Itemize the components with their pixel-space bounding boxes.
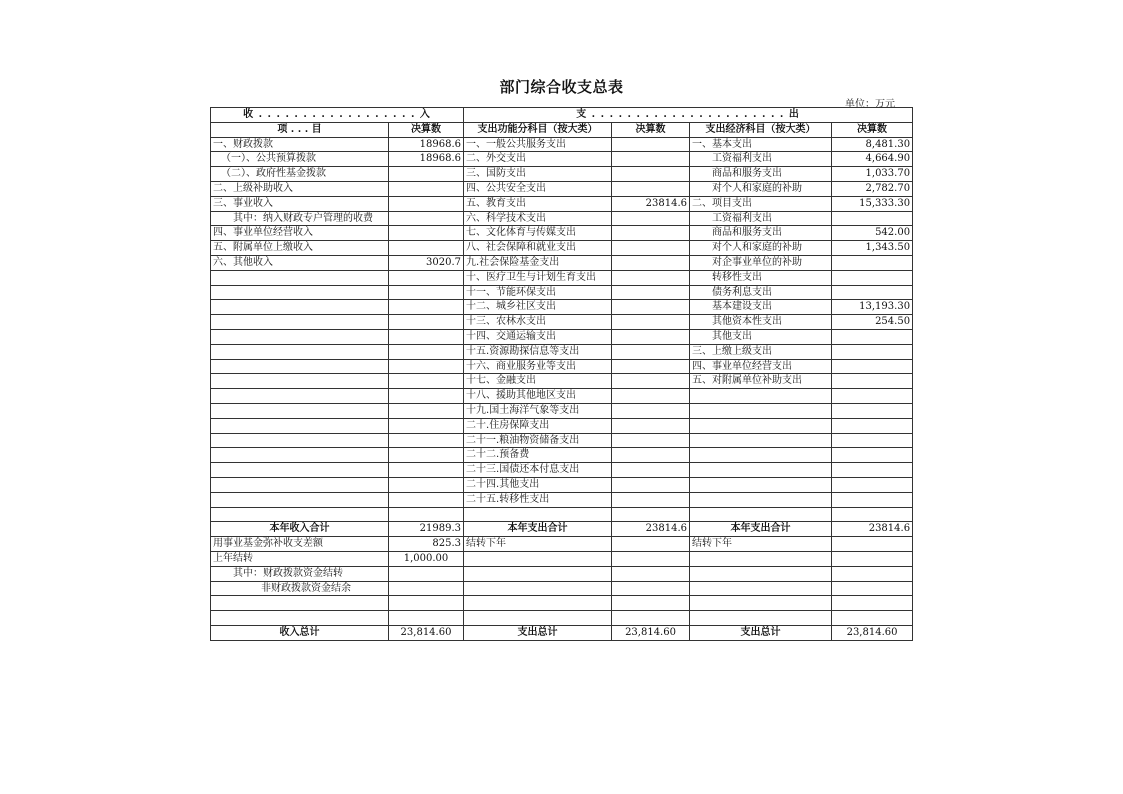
func-item-cell: 二十三.国债还本付息支出 bbox=[464, 463, 612, 478]
func-amount-cell bbox=[612, 137, 690, 152]
econ-amount-cell bbox=[832, 551, 913, 566]
table-row bbox=[211, 329, 913, 344]
econ-amount-cell: 254.50 bbox=[832, 315, 913, 330]
func-item-cell: 十八、援助其他地区支出 bbox=[464, 389, 612, 404]
income-item-cell: 六、其他收入 bbox=[211, 255, 389, 270]
func-amount-cell bbox=[612, 226, 690, 241]
income-item-cell bbox=[211, 492, 389, 507]
econ-item-cell bbox=[690, 403, 832, 418]
econ-item-cell: 商品和服务支出 bbox=[690, 167, 832, 182]
expense-total-label-econ: 本年支出合计 bbox=[690, 522, 832, 537]
econ-item-cell: 三、上缴上级支出 bbox=[690, 344, 832, 359]
income-amount-cell bbox=[389, 300, 464, 315]
expense-grand-label-econ: 支出总计 bbox=[690, 625, 832, 640]
income-amount-cell bbox=[389, 315, 464, 330]
income-amount-cell: 18968.6 bbox=[389, 152, 464, 167]
expense-total-label: 本年支出合计 bbox=[464, 522, 612, 537]
func-item-cell: 二十.住房保障支出 bbox=[464, 418, 612, 433]
econ-item-cell: 对企事业单位的补助 bbox=[690, 255, 832, 270]
empty-cell bbox=[832, 596, 913, 611]
econ-amount-cell bbox=[832, 581, 913, 596]
income-amount-cell: 825.3 bbox=[389, 537, 464, 552]
income-item-cell: 其中：纳入财政专户管理的收费 bbox=[211, 211, 389, 226]
econ-amount-cell: 13,193.30 bbox=[832, 300, 913, 315]
table-row bbox=[211, 448, 913, 463]
func-amount-cell bbox=[612, 344, 690, 359]
col-econ-amount-header: 决算数 bbox=[832, 122, 913, 137]
spacer-row bbox=[211, 611, 913, 626]
func-item-cell bbox=[464, 581, 612, 596]
income-total-value: 21989.3 bbox=[389, 522, 464, 537]
func-amount-cell bbox=[612, 359, 690, 374]
table-row bbox=[211, 226, 913, 241]
income-item-cell: 一、财政拨款 bbox=[211, 137, 389, 152]
func-item-cell: 十四、交通运输支出 bbox=[464, 329, 612, 344]
table-row bbox=[211, 463, 913, 478]
table-row bbox=[211, 255, 913, 270]
table-row bbox=[211, 270, 913, 285]
column-header-row bbox=[211, 122, 913, 137]
income-item-cell bbox=[211, 463, 389, 478]
table-row bbox=[211, 152, 913, 167]
income-grand-value: 23,814.60 bbox=[389, 625, 464, 640]
func-amount-cell bbox=[612, 329, 690, 344]
income-item-cell bbox=[211, 389, 389, 404]
income-item-cell: 五、附属单位上缴收入 bbox=[211, 241, 389, 256]
page-title: 部门综合收支总表 bbox=[499, 78, 624, 96]
income-item-cell bbox=[211, 285, 389, 300]
income-amount-cell: 18968.6 bbox=[389, 137, 464, 152]
table-row bbox=[211, 181, 913, 196]
income-amount-cell bbox=[389, 211, 464, 226]
econ-amount-cell bbox=[832, 566, 913, 581]
func-amount-cell bbox=[612, 448, 690, 463]
income-item-cell: （一）、公共预算拨款 bbox=[211, 152, 389, 167]
income-item-cell: 四、事业单位经营收入 bbox=[211, 226, 389, 241]
func-amount-cell bbox=[612, 300, 690, 315]
section-header-row bbox=[211, 108, 913, 123]
func-amount-cell bbox=[612, 537, 690, 552]
income-item-cell bbox=[211, 403, 389, 418]
func-amount-cell bbox=[612, 167, 690, 182]
func-amount-cell bbox=[612, 181, 690, 196]
income-amount-cell bbox=[389, 196, 464, 211]
annual-total-row bbox=[211, 522, 913, 537]
func-amount-cell bbox=[612, 241, 690, 256]
econ-amount-cell: 2,782.70 bbox=[832, 181, 913, 196]
econ-item-cell: 基本建设支出 bbox=[690, 300, 832, 315]
empty-cell bbox=[832, 611, 913, 626]
econ-item-cell bbox=[690, 433, 832, 448]
econ-item-cell: 四、事业单位经营支出 bbox=[690, 359, 832, 374]
income-grand-label: 收入总计 bbox=[211, 625, 389, 640]
econ-amount-cell bbox=[832, 492, 913, 507]
econ-item-cell bbox=[690, 418, 832, 433]
spacer-row bbox=[211, 507, 913, 522]
func-amount-cell bbox=[612, 463, 690, 478]
income-amount-cell bbox=[389, 167, 464, 182]
income-amount-cell bbox=[389, 477, 464, 492]
econ-amount-cell: 8,481.30 bbox=[832, 137, 913, 152]
income-item-cell bbox=[211, 374, 389, 389]
table-row bbox=[211, 300, 913, 315]
table-row bbox=[211, 389, 913, 404]
econ-amount-cell bbox=[832, 344, 913, 359]
col-item-header: 项 . . . 目 bbox=[211, 122, 389, 137]
col-amount-header: 决算数 bbox=[389, 122, 464, 137]
income-item-cell bbox=[211, 300, 389, 315]
func-item-cell: 二十二.预备费 bbox=[464, 448, 612, 463]
econ-item-cell bbox=[690, 448, 832, 463]
econ-amount-cell bbox=[832, 211, 913, 226]
income-item-cell bbox=[211, 344, 389, 359]
func-item-cell bbox=[464, 566, 612, 581]
func-item-cell: 七、文化体育与传媒支出 bbox=[464, 226, 612, 241]
expense-total-value-econ: 23814.6 bbox=[832, 522, 913, 537]
econ-item-cell: 五、对附属单位补助支出 bbox=[690, 374, 832, 389]
econ-amount-cell bbox=[832, 403, 913, 418]
empty-cell bbox=[464, 596, 612, 611]
econ-item-cell bbox=[690, 492, 832, 507]
econ-item-cell: 工资福利支出 bbox=[690, 211, 832, 226]
empty-cell bbox=[211, 611, 389, 626]
income-amount-cell bbox=[389, 581, 464, 596]
econ-item-cell: 其他资本性支出 bbox=[690, 315, 832, 330]
table-row bbox=[211, 374, 913, 389]
func-amount-cell bbox=[612, 211, 690, 226]
econ-item-cell: 一、基本支出 bbox=[690, 137, 832, 152]
func-amount-cell bbox=[612, 433, 690, 448]
func-amount-cell bbox=[612, 270, 690, 285]
income-amount-cell bbox=[389, 403, 464, 418]
func-amount-cell bbox=[612, 581, 690, 596]
income-item-cell bbox=[211, 359, 389, 374]
income-amount-cell bbox=[389, 329, 464, 344]
empty-cell bbox=[612, 611, 690, 626]
econ-amount-cell bbox=[832, 285, 913, 300]
income-item-cell: （二）、政府性基金拨款 bbox=[211, 167, 389, 182]
empty-cell bbox=[832, 507, 913, 522]
income-item-cell bbox=[211, 477, 389, 492]
table-row bbox=[211, 196, 913, 211]
income-item-cell: 其中：财政拨款资金结转 bbox=[211, 566, 389, 581]
econ-item-cell bbox=[690, 581, 832, 596]
empty-cell bbox=[211, 596, 389, 611]
table-row bbox=[211, 492, 913, 507]
table-row bbox=[211, 566, 913, 581]
econ-amount-cell bbox=[832, 537, 913, 552]
income-item-cell bbox=[211, 448, 389, 463]
func-item-cell: 十一、节能环保支出 bbox=[464, 285, 612, 300]
func-amount-cell bbox=[612, 477, 690, 492]
func-amount-cell bbox=[612, 285, 690, 300]
func-amount-cell bbox=[612, 152, 690, 167]
econ-amount-cell bbox=[832, 329, 913, 344]
func-amount-cell bbox=[612, 418, 690, 433]
table-row bbox=[211, 551, 913, 566]
empty-cell bbox=[389, 507, 464, 522]
empty-cell bbox=[389, 611, 464, 626]
table-row bbox=[211, 285, 913, 300]
expense-grand-value: 23,814.60 bbox=[612, 625, 690, 640]
table-row bbox=[211, 537, 913, 552]
col-econ-header: 支出经济科目（按大类） bbox=[690, 122, 832, 137]
econ-item-cell bbox=[690, 551, 832, 566]
func-item-cell: 五、教育支出 bbox=[464, 196, 612, 211]
income-item-cell: 二、上级补助收入 bbox=[211, 181, 389, 196]
econ-item-cell: 二、项目支出 bbox=[690, 196, 832, 211]
func-amount-cell bbox=[612, 315, 690, 330]
func-item-cell: 八、社会保障和就业支出 bbox=[464, 241, 612, 256]
expense-grand-label: 支出总计 bbox=[464, 625, 612, 640]
expense-grand-value-econ: 23,814.60 bbox=[832, 625, 913, 640]
income-amount-cell bbox=[389, 492, 464, 507]
func-item-cell: 结转下年 bbox=[464, 537, 612, 552]
func-item-cell: 九.社会保险基金支出 bbox=[464, 255, 612, 270]
income-amount-cell: 3020.7 bbox=[389, 255, 464, 270]
income-item-cell bbox=[211, 329, 389, 344]
econ-amount-cell bbox=[832, 463, 913, 478]
econ-item-cell bbox=[690, 477, 832, 492]
table-row bbox=[211, 241, 913, 256]
econ-amount-cell: 15,333.30 bbox=[832, 196, 913, 211]
func-item-cell: 十六、商业服务业等支出 bbox=[464, 359, 612, 374]
econ-item-cell: 商品和服务支出 bbox=[690, 226, 832, 241]
econ-amount-cell: 542.00 bbox=[832, 226, 913, 241]
income-amount-cell bbox=[389, 344, 464, 359]
func-item-cell: 二十一.粮油物资储备支出 bbox=[464, 433, 612, 448]
income-amount-cell: 1,000.00 bbox=[389, 551, 464, 566]
econ-amount-cell bbox=[832, 433, 913, 448]
income-amount-cell bbox=[389, 359, 464, 374]
table-row bbox=[211, 211, 913, 226]
econ-item-cell bbox=[690, 389, 832, 404]
econ-amount-cell: 4,664.90 bbox=[832, 152, 913, 167]
income-amount-cell bbox=[389, 241, 464, 256]
empty-cell bbox=[464, 507, 612, 522]
table-row bbox=[211, 315, 913, 330]
col-func-amount-header: 决算数 bbox=[612, 122, 690, 137]
income-amount-cell bbox=[389, 181, 464, 196]
spacer-row bbox=[211, 596, 913, 611]
econ-item-cell bbox=[690, 566, 832, 581]
func-item-cell: 二十五.转移性支出 bbox=[464, 492, 612, 507]
func-item-cell: 二十四.其他支出 bbox=[464, 477, 612, 492]
income-item-cell bbox=[211, 270, 389, 285]
func-amount-cell bbox=[612, 374, 690, 389]
econ-amount-cell bbox=[832, 359, 913, 374]
table-row bbox=[211, 167, 913, 182]
func-item-cell: 十、医疗卫生与计划生育支出 bbox=[464, 270, 612, 285]
func-amount-cell: 23814.6 bbox=[612, 196, 690, 211]
income-amount-cell bbox=[389, 226, 464, 241]
empty-cell bbox=[612, 507, 690, 522]
income-item-cell bbox=[211, 433, 389, 448]
func-item-cell: 二、外交支出 bbox=[464, 152, 612, 167]
func-amount-cell bbox=[612, 551, 690, 566]
empty-cell bbox=[690, 596, 832, 611]
func-item-cell: 十九.国土海洋气象等支出 bbox=[464, 403, 612, 418]
func-amount-cell bbox=[612, 566, 690, 581]
table-row bbox=[211, 137, 913, 152]
income-item-cell: 非财政拨款资金结余 bbox=[211, 581, 389, 596]
unit-label: 单位：万元 bbox=[845, 99, 895, 110]
empty-cell bbox=[211, 507, 389, 522]
col-func-header: 支出功能分科目（按大类） bbox=[464, 122, 612, 137]
econ-item-cell: 结转下年 bbox=[690, 537, 832, 552]
econ-item-cell: 转移性支出 bbox=[690, 270, 832, 285]
func-item-cell: 一、一般公共服务支出 bbox=[464, 137, 612, 152]
econ-amount-cell bbox=[832, 389, 913, 404]
func-item-cell: 十二、城乡社区支出 bbox=[464, 300, 612, 315]
empty-cell bbox=[690, 611, 832, 626]
income-item-cell: 用事业基金弥补收支差额 bbox=[211, 537, 389, 552]
econ-item-cell: 其他支出 bbox=[690, 329, 832, 344]
empty-cell bbox=[389, 596, 464, 611]
expense-section-header: 支 . . . . . . . . . . . . . . . . . . . . . . 出 bbox=[464, 108, 913, 123]
econ-amount-cell bbox=[832, 374, 913, 389]
table-row bbox=[211, 581, 913, 596]
income-amount-cell bbox=[389, 374, 464, 389]
func-item-cell: 六、科学技术支出 bbox=[464, 211, 612, 226]
econ-item-cell: 工资福利支出 bbox=[690, 152, 832, 167]
expense-total-value: 23814.6 bbox=[612, 522, 690, 537]
table-row bbox=[211, 433, 913, 448]
income-amount-cell bbox=[389, 448, 464, 463]
func-amount-cell bbox=[612, 492, 690, 507]
func-amount-cell bbox=[612, 255, 690, 270]
income-item-cell: 三、事业收入 bbox=[211, 196, 389, 211]
empty-cell bbox=[690, 507, 832, 522]
econ-amount-cell bbox=[832, 448, 913, 463]
income-amount-cell bbox=[389, 463, 464, 478]
func-item-cell: 十七、金融支出 bbox=[464, 374, 612, 389]
income-item-cell bbox=[211, 418, 389, 433]
income-section-header: 收 . . . . . . . . . . . . . . . . . . 入 bbox=[211, 108, 464, 123]
income-amount-cell bbox=[389, 389, 464, 404]
table-row bbox=[211, 477, 913, 492]
econ-amount-cell bbox=[832, 418, 913, 433]
econ-amount-cell: 1,033.70 bbox=[832, 167, 913, 182]
econ-item-cell: 对个人和家庭的补助 bbox=[690, 181, 832, 196]
income-amount-cell bbox=[389, 285, 464, 300]
func-item-cell: 四、公共安全支出 bbox=[464, 181, 612, 196]
econ-amount-cell bbox=[832, 270, 913, 285]
income-amount-cell bbox=[389, 418, 464, 433]
func-item-cell: 三、国防支出 bbox=[464, 167, 612, 182]
empty-cell bbox=[612, 596, 690, 611]
table-row bbox=[211, 418, 913, 433]
empty-cell bbox=[464, 611, 612, 626]
income-item-cell: 上年结转 bbox=[211, 551, 389, 566]
econ-amount-cell bbox=[832, 255, 913, 270]
econ-amount-cell: 1,343.50 bbox=[832, 241, 913, 256]
econ-amount-cell bbox=[832, 477, 913, 492]
econ-item-cell bbox=[690, 463, 832, 478]
table-row bbox=[211, 403, 913, 418]
func-item-cell: 十五.资源勘探信息等支出 bbox=[464, 344, 612, 359]
econ-item-cell: 对个人和家庭的补助 bbox=[690, 241, 832, 256]
income-total-label: 本年收入合计 bbox=[211, 522, 389, 537]
func-item-cell bbox=[464, 551, 612, 566]
func-amount-cell bbox=[612, 389, 690, 404]
econ-item-cell: 债务利息支出 bbox=[690, 285, 832, 300]
income-item-cell bbox=[211, 315, 389, 330]
table-row bbox=[211, 359, 913, 374]
summary-table bbox=[210, 107, 913, 641]
func-item-cell: 十三、农林水支出 bbox=[464, 315, 612, 330]
income-amount-cell bbox=[389, 433, 464, 448]
table-row bbox=[211, 344, 913, 359]
income-amount-cell bbox=[389, 270, 464, 285]
income-amount-cell bbox=[389, 566, 464, 581]
func-amount-cell bbox=[612, 403, 690, 418]
grand-total-row bbox=[211, 625, 913, 640]
